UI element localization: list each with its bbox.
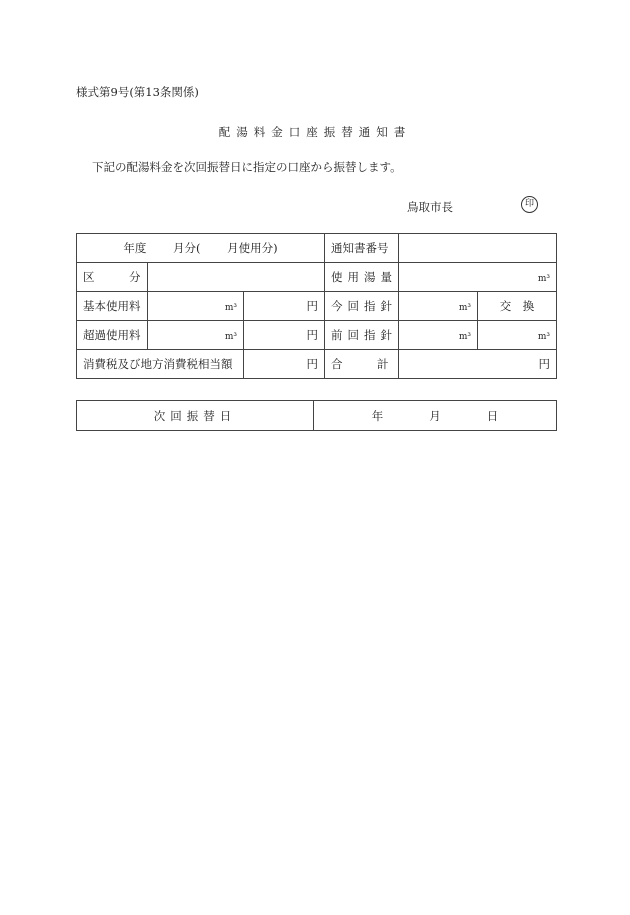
previous-reading-label: 前回指針 — [325, 321, 399, 350]
table-row — [77, 234, 557, 263]
current-reading-value — [399, 292, 478, 321]
tax-label: 消費税及び地方消費税相当額 — [77, 350, 244, 379]
unit-m3: m³ — [458, 332, 471, 342]
transfer-date-table — [76, 400, 557, 431]
excess-fee-yen: 円 — [244, 321, 325, 350]
exchange-value — [478, 321, 557, 350]
period-cell: 年度 月分( 月使用分) — [77, 234, 325, 263]
form-number: 様式第9号(第13条関係) — [76, 85, 199, 99]
table-row — [77, 321, 557, 350]
seal-stamp: 印 — [521, 196, 538, 213]
total-label: 合 計 — [325, 350, 399, 379]
previous-reading-value — [399, 321, 478, 350]
unit-m3: m³ — [458, 303, 471, 313]
intro-text: 下記の配湯料金を次回振替日に指定の口座から振替します。 — [92, 160, 402, 174]
excess-fee-m3 — [148, 321, 244, 350]
base-fee-m3 — [148, 292, 244, 321]
current-reading-label: 今回指針 — [325, 292, 399, 321]
base-fee-yen: 円 — [244, 292, 325, 321]
unit-m3: m³ — [224, 332, 237, 342]
table-row — [77, 292, 557, 321]
table-row — [77, 263, 557, 292]
usage-label: 使用湯量 — [325, 263, 399, 292]
unit-m3: m³ — [224, 303, 237, 313]
next-transfer-label: 次回振替日 — [77, 401, 314, 431]
document-title: 配湯料金口座振替通知書 — [218, 125, 412, 139]
notice-number-value — [399, 234, 557, 263]
next-transfer-date: 年 月 日 — [314, 401, 557, 431]
table-row — [77, 401, 557, 431]
excess-fee-label: 超過使用料 — [77, 321, 148, 350]
table-row — [77, 350, 557, 379]
category-label: 区 分 — [77, 263, 148, 292]
usage-value — [399, 263, 557, 292]
issuer-name: 鳥取市長 — [407, 200, 453, 214]
billing-table — [76, 233, 557, 379]
total-yen: 円 — [399, 350, 557, 379]
unit-m3: m³ — [537, 332, 550, 342]
category-value — [148, 263, 325, 292]
tax-yen: 円 — [244, 350, 325, 379]
unit-m3: m³ — [537, 274, 550, 284]
exchange-label: 交 換 — [478, 292, 557, 321]
base-fee-label: 基本使用料 — [77, 292, 148, 321]
notice-number-label: 通知書番号 — [325, 234, 399, 263]
